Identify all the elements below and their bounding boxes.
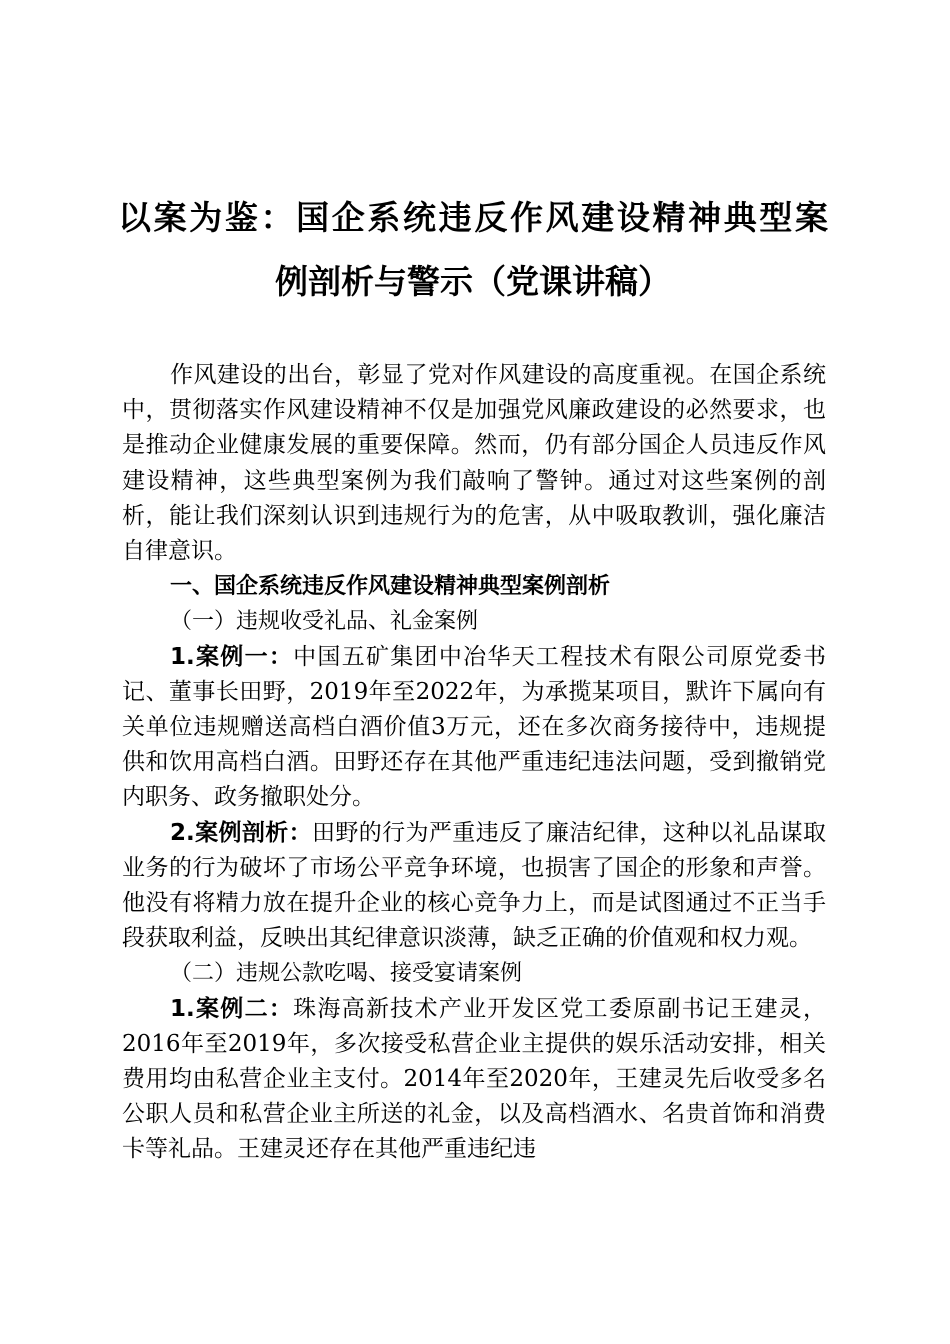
case-two-lead: 1.案例二： [170, 995, 294, 1022]
case-two-paragraph [122, 992, 826, 1168]
subsection-heading-1: （一）违规收受礼品、礼金案例 [170, 609, 479, 635]
case-analysis-text: 田野的行为严重违反了廉洁纪律，这种以礼品谋取业务的行为破坏了市场公平竞争环境，也损害了国企的形象和声誉。他没有将精力放在提升企业的核心竞争力上，而是试图通过不正当手段获取利益，反映出其纪律意识淡薄，缺乏正确的价值观和权力观。 [122, 819, 827, 952]
title-line-2: 例剖析与警示（党课讲稿） [275, 262, 671, 301]
case-analysis-paragraph [122, 816, 826, 957]
case-one-text: 中国五矿集团中冶华天工程技术有限公司原党委书记、董事长田野，2019年至2022年，为承揽某项目，默许下属向有关单位违规赠送高档白酒价值3万元，还在多次商务接待中，违规提供和饮用高档白酒。田野还存在其他严重违纪违法问题，受到撤销党内职务、政务撤职处分。 [122, 643, 826, 811]
section-heading-1: 一、国企系统违反作风建设精神典型案例剖析 [170, 574, 611, 600]
case-two-text: 珠海高新技术产业开发区党工委原副书记王建灵，2016年至2019年，多次接受私营企业主提供的娱乐活动安排，相关费用均由私营企业主支付。2014年至2020年，王建灵先后收受多名公职人员和私营企业主所送的礼金，以及高档酒水、名贵首饰和消费卡等礼品。王建灵还存在其他严重违纪违 [122, 995, 826, 1163]
title-line-1: 以案为鉴：国企系统违反作风建设精神典型案 [118, 198, 828, 237]
case-one-lead: 1.案例一： [170, 643, 294, 670]
subsection-heading-2: （二）违规公款吃喝、接受宴请案例 [170, 961, 523, 987]
case-one-paragraph [122, 640, 826, 816]
document-body [122, 358, 826, 1168]
case-analysis-lead: 2.案例剖析： [170, 819, 313, 846]
intro-paragraph: 作风建设的出台，彰显了党对作风建设的高度重视。在国企系统中，贯彻落实作风建设精神不仅是加强党风廉政建设的必然要求，也是推动企业健康发展的重要保障。然而，仍有部分国企人员违反作风建设精神，这些典型案例为我们敲响了警钟。通过对这些案例的剖析，能让我们深刻认识到违规行为的危害，从中吸取教训，强化廉洁自律意识。 [122, 362, 826, 565]
